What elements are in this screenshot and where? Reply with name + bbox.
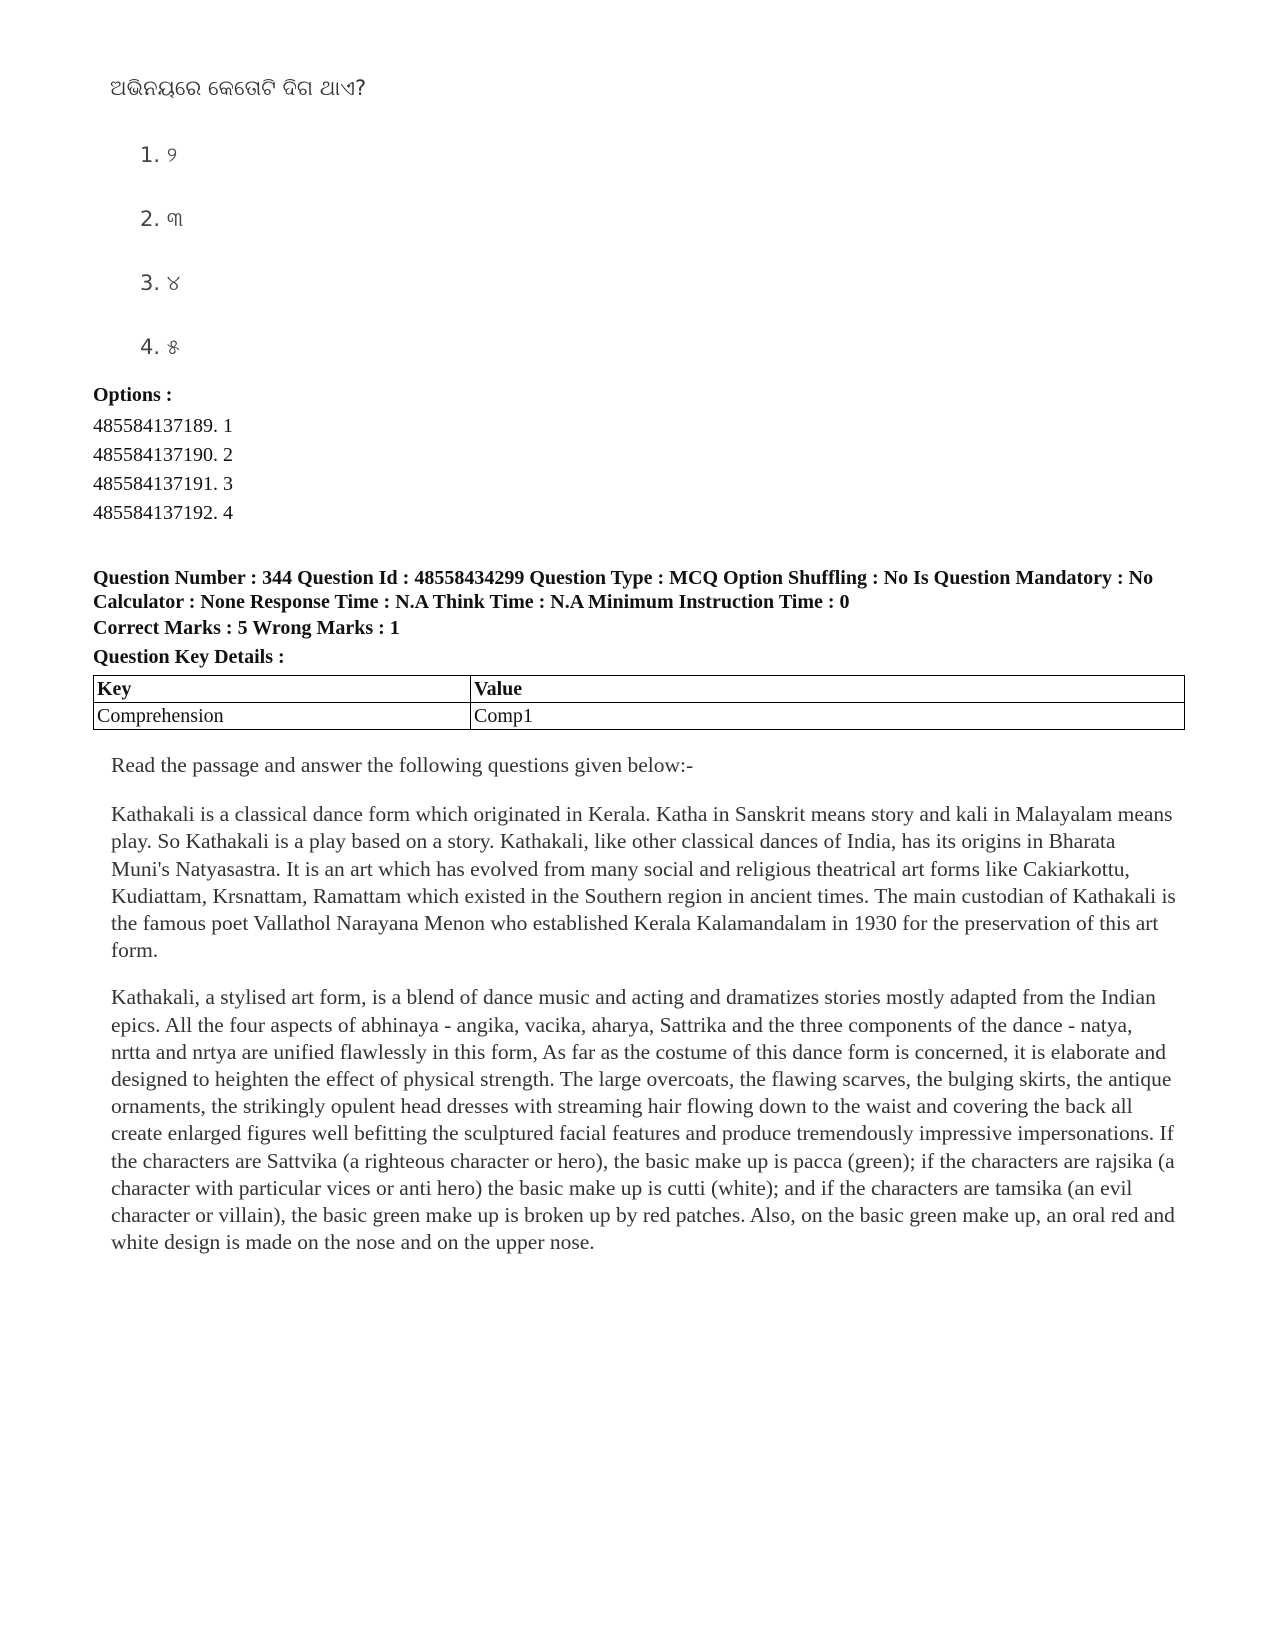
key-details-heading: Question Key Details : bbox=[93, 646, 285, 668]
question-text-odia: ଅଭିନୟରେ କେତୋଟି ଦିଗ ଥାଏ? bbox=[110, 76, 367, 100]
answer-choice: 4. ୫ bbox=[140, 335, 180, 359]
comprehension-passage bbox=[111, 752, 1176, 1276]
table-header-row bbox=[94, 676, 1185, 703]
option-id: 485584137189. 1 bbox=[93, 415, 233, 437]
passage-paragraph: Kathakali, a stylised art form, is a blend of dance music and acting and dramatizes stories mostly adapted from the Indian epics. All the four aspects of abhinaya - angika, vacika, aharya, Sattrika and the three components of the dance - natya, nrtta and nrtya are unified flawlessly in this form, As far as the costume of this dance form is concerned, it is elaborate and designed to heighten the effect of physical strength. The large overcoats, the flawing scarves, the bulging skirts, the antique ornaments, the strikingly opulent head dresses with streaming hair flowing down to the waist and covering the back all create enlarged figures well befitting the sculptured facial features and produce tremendously impressive impersonations. If the characters are Sattvika (a righteous character or hero), the basic make up is pacca (green); if the characters are rajsika (a character with particular vices or anti hero) the basic make up is cutti (white); and if the characters are tamsika (an evil character or villain), the basic green make up is broken up by red patches. Also, on the basic green make up, an oral red and white design is made on the nose and on the upper nose. bbox=[111, 985, 1175, 1255]
option-id: 485584137191. 3 bbox=[93, 473, 233, 495]
marks-line: Correct Marks : 5 Wrong Marks : 1 bbox=[93, 617, 400, 639]
passage-instruction: Read the passage and answer the following questions given below:- bbox=[111, 753, 694, 777]
answer-choice: 2. ୩ bbox=[140, 207, 184, 231]
key-details-table bbox=[93, 675, 1185, 730]
column-header-value: Value bbox=[471, 676, 1185, 703]
answer-choice: 3. ୪ bbox=[140, 271, 181, 295]
option-id: 485584137192. 4 bbox=[93, 502, 233, 524]
options-heading: Options : bbox=[93, 384, 173, 406]
answer-choice: 1. ୨ bbox=[140, 143, 178, 167]
option-id-list bbox=[93, 412, 233, 528]
passage-paragraph: Kathakali is a classical dance form which originated in Kerala. Katha in Sanskrit means story and kali in Malayalam means play. So Kathakali is a play based on a story. Kathakali, like other classical dances of India, has its origins in Bharata Muni's Natyasastra. It is an art which has evolved from many social and religious theatrical art forms like Cakiarkottu, Kudiattam, Krsnattam, Ramattam which existed in the Southern region in ancient times. The main custodian of Kathakali is the famous poet Vallathol Narayana Menon who established Kerala Kalamandalam in 1930 for the preservation of this art form. bbox=[111, 802, 1176, 963]
question-meta: Question Number : 344 Question Id : 48558434299 Question Type : MCQ Option Shuffling : No Is Question Mandatory : No Calculator : None Response Time : N.A Think Time : N.A Minimum Instruction Time : 0 bbox=[93, 567, 1154, 613]
table-cell: Comp1 bbox=[471, 703, 1185, 730]
table-cell: Comprehension bbox=[94, 703, 471, 730]
table-row bbox=[94, 703, 1185, 730]
answer-choices-odia bbox=[140, 143, 183, 399]
column-header-key: Key bbox=[94, 676, 471, 703]
option-id: 485584137190. 2 bbox=[93, 444, 233, 466]
